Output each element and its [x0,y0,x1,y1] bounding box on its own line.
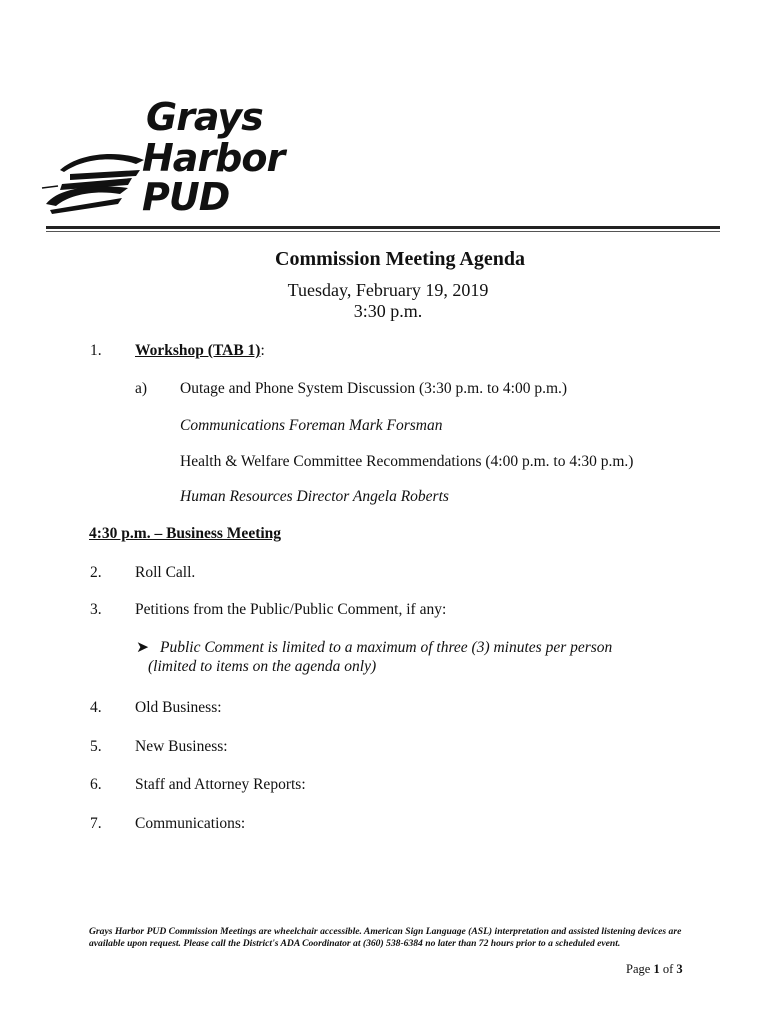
presenter: Human Resources Director Angela Roberts [180,488,449,505]
item-number: 6. [90,776,102,793]
header-divider [46,226,720,229]
workshop-heading [135,342,265,360]
logo-text-pud: PUD [142,175,230,219]
bullet-note-cont: (limited to items on the agenda only) [148,658,377,675]
presenter: Communications Foreman Mark Forsman [180,417,443,434]
bullet-note: Public Comment is limited to a maximum of three (3) minutes per person [160,639,613,656]
page-title: Commission Meeting Agenda [275,248,525,270]
page-label: Page [626,962,651,976]
logo-swoosh-icon [40,140,150,225]
business-meeting-heading: 4:30 p.m. – Business Meeting [89,525,282,542]
workshop-heading-colon: : [260,342,265,359]
agenda-item: Communications: [135,815,246,832]
item-number: 4. [90,699,102,716]
item-number: 5. [90,738,102,755]
agenda-item: Staff and Attorney Reports: [135,776,306,793]
logo-text-harbor: Harbor [142,136,285,180]
page-of: of [662,962,674,976]
agenda-item: Roll Call. [135,564,196,581]
workshop-heading-label: Workshop (TAB 1) [135,342,261,359]
page-current: 1 [653,962,660,976]
agenda-item: Old Business: [135,699,222,716]
page-total: 3 [676,962,683,976]
item-number: 1. [90,342,102,359]
meeting-time: 3:30 p.m. [353,301,423,321]
agenda-subitem: Outage and Phone System Discussion (3:30 p.m. to 4:00 p.m.) [180,380,568,397]
header-divider-thin [46,231,720,232]
item-number: 3. [90,601,102,618]
meeting-date: Tuesday, February 19, 2019 [287,280,489,300]
arrow-bullet-icon: ➤ [136,639,149,656]
logo-text-grays: Grays [146,95,263,139]
agenda-subitem: Health & Welfare Committee Recommendations (4:00 p.m. to 4:30 p.m.) [180,453,634,470]
page-number [626,962,683,977]
agenda-item: Petitions from the Public/Public Comment, if any: [135,601,447,618]
item-number: 7. [90,815,102,832]
item-number: 2. [90,564,102,581]
ada-notice: Grays Harbor PUD Commission Meetings are wheelchair accessible. American Sign Language (ASL) interpretation and assisted listening devices are available upon request. Please call the District's ADA Coordinator at (360) 538-6384 no later than 72 hours prior to a scheduled event. [89,926,682,949]
sub-item-letter: a) [135,380,148,397]
agenda-item: New Business: [135,738,228,755]
